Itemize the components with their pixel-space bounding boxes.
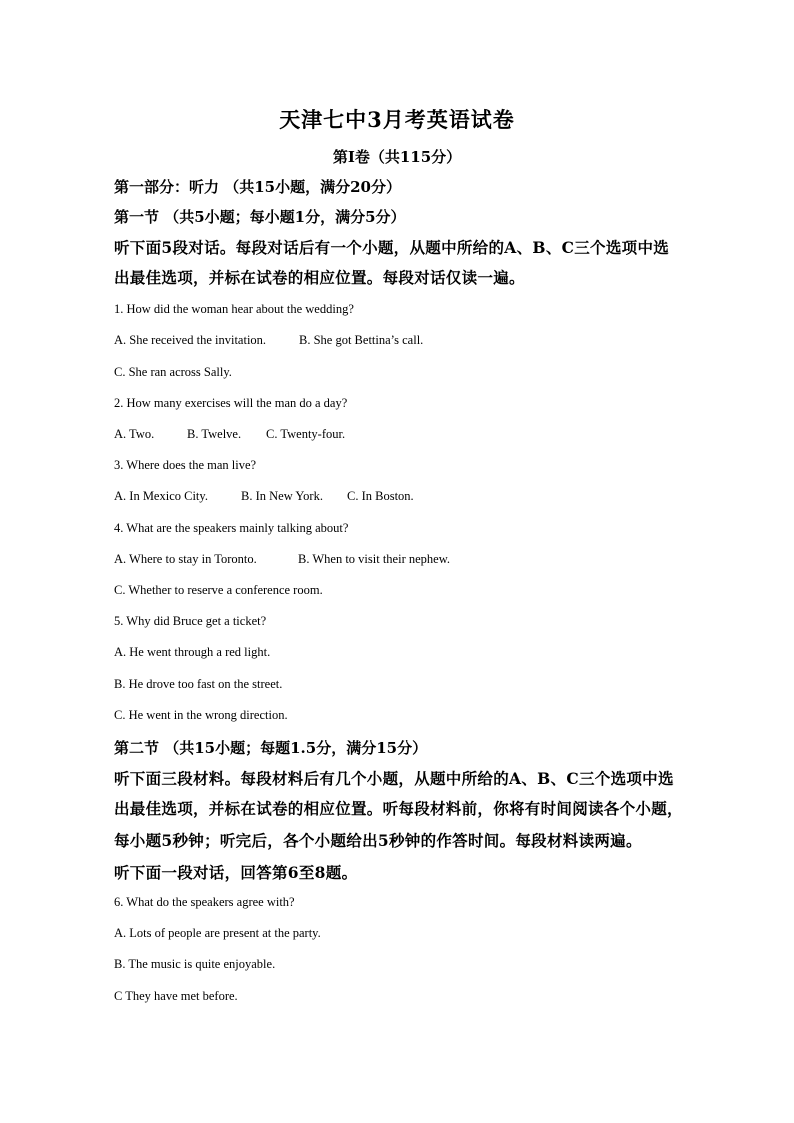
answer-option: B. The music is quite enjoyable. <box>114 957 276 971</box>
question-stem: 3. Where does the man live? <box>114 458 257 472</box>
section1-instruction-line1: 听下面5段对话。每段对话后有一个小题，从题中所给的A、B、C三个选项中选 <box>114 238 670 257</box>
section2-instruction-line1: 听下面三段材料。每段材料后有几个小题，从题中所给的A、B、C三个选项中选 <box>114 769 674 788</box>
question-stem: 5. Why did Bruce get a ticket? <box>114 614 267 628</box>
page-title: 天津七中3月考英语试卷 <box>279 107 515 132</box>
answer-option: B. In New York. <box>241 489 323 503</box>
answer-option: B. Twelve. <box>187 427 242 441</box>
answer-option: C. In Boston. <box>347 489 414 503</box>
answer-option: B. When to visit their nephew. <box>298 552 451 566</box>
part1-heading: 第一部分：听力 （共15小题，满分20分） <box>114 178 401 196</box>
section2-instruction-line3: 每小题5秒钟；听完后，各个小题给出5秒钟的作答时间。每段材料读两遍。 <box>114 831 642 850</box>
answer-option: C. Whether to reserve a conference room. <box>114 583 323 597</box>
answer-option: A. In Mexico City. <box>114 489 208 503</box>
section2-sub-instruction: 听下面一段对话，回答第6至8题。 <box>114 863 358 882</box>
answer-option: C. He went in the wrong direction. <box>114 708 288 722</box>
question-stem: 6. What do the speakers agree with? <box>114 895 295 909</box>
answer-option: A. Lots of people are present at the party. <box>114 926 321 940</box>
question-stem: 4. What are the speakers mainly talking about? <box>114 521 349 535</box>
answer-option: C. Twenty-four. <box>266 427 346 441</box>
question-stem: 1. How did the woman hear about the wedding? <box>114 302 354 316</box>
answer-option: A. Where to stay in Toronto. <box>114 552 257 566</box>
section1-heading: 第一节 （共5小题；每小题1分，满分5分） <box>114 208 406 226</box>
answer-option: C They have met before. <box>114 989 238 1003</box>
answer-option: B. He drove too fast on the street. <box>114 677 283 691</box>
answer-option: C. She ran across Sally. <box>114 365 232 379</box>
answer-option: A. She received the invitation. <box>114 333 267 347</box>
section1-instruction-line2: 出最佳选项，并标在试卷的相应位置。每段对话仅读一遍。 <box>114 268 525 287</box>
section2-heading: 第二节 （共15小题；每题1.5分，满分15分） <box>114 739 428 757</box>
answer-option: A. Two. <box>114 427 155 441</box>
paper-subtitle: 第I卷（共115分） <box>332 148 462 166</box>
question-stem: 2. How many exercises will the man do a day? <box>114 396 348 410</box>
answer-option: B. She got Bettina’s call. <box>299 333 424 347</box>
section2-instruction-line2: 出最佳选项，并标在试卷的相应位置。听每段材料前，你将有时间阅读各个小题， <box>114 799 683 818</box>
answer-option: A. He went through a red light. <box>114 645 271 659</box>
